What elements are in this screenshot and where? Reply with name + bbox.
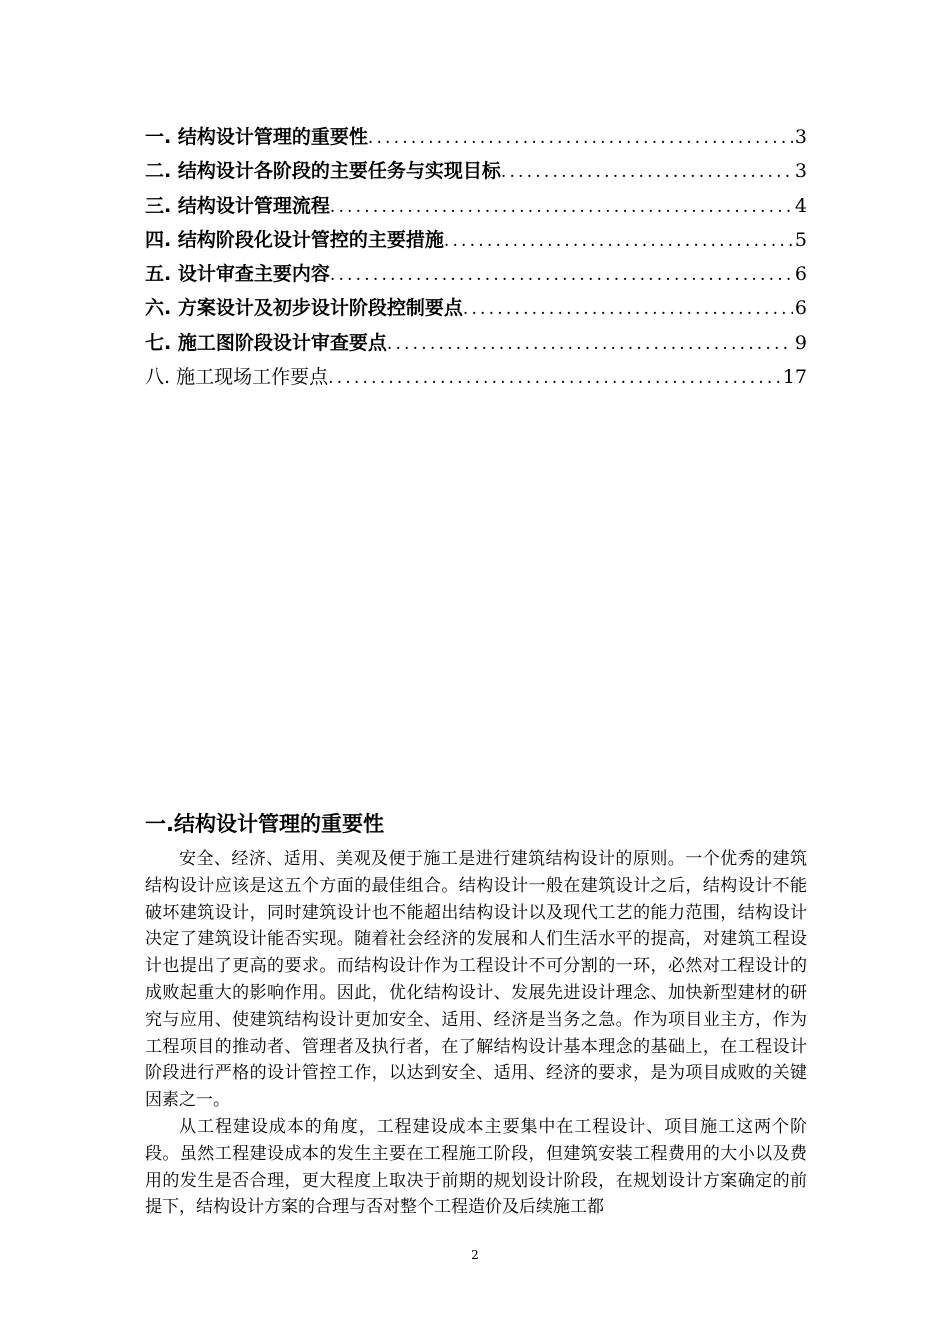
toc-entry-page: 4	[794, 194, 807, 217]
toc-entry-title: 八. 施工现场工作要点	[145, 366, 329, 389]
page-number: 2	[471, 1248, 479, 1262]
toc-entry[interactable]	[145, 122, 807, 156]
toc-entry[interactable]	[145, 225, 807, 259]
body-paragraph: 从工程建设成本的角度，工程建设成本主要集中在工程设计、项目施工这两个阶段。虽然工程建设成本的发生主要在工程施工阶段，但建筑安装工程费用的大小以及费用的发生是否合理，更大程度上取决于前期的规划设计阶段，在规划设计方案确定的前提下，结构设计方案的合理与否对整个工程造价及后续施工都	[145, 1116, 807, 1218]
toc-leader-dots	[330, 197, 793, 217]
toc-entry-page: 9	[794, 331, 807, 354]
toc-entry-page: 6	[794, 297, 807, 320]
toc-entry-page: 17	[782, 366, 807, 389]
toc-entry-page: 3	[794, 126, 807, 148]
section-body	[145, 846, 807, 1221]
toc-entry-title: 六. 方案设计及初步设计阶段控制要点	[145, 297, 463, 320]
table-of-contents	[145, 122, 807, 396]
toc-leader-dots	[368, 128, 793, 148]
toc-entry-title: 三. 结构设计管理流程	[145, 194, 330, 217]
toc-entry-page: 6	[794, 263, 807, 286]
toc-leader-dots	[330, 265, 793, 285]
body-paragraph: 安全、经济、适用、美观及便于施工是进行建筑结构设计的原则。一个优秀的建筑结构设计应该是这五个方面的最佳组合。结构设计一般在建筑设计之后，结构设计不能破坏建筑设计，同时建筑设计也不能超出结构设计以及现代工艺的能力范围，结构设计决定了建筑设计能否实现。随着社会经济的发展和人们生活水平的提高，对建筑工程设计也提出了更高的要求。而结构设计作为工程设计不可分割的一环，必然对工程设计的成败起重大的影响作用。因此，优化结构设计、发展先进设计理念、加快新型建材的研究与应用、使建筑结构设计更加安全、适用、经济是当务之急。作为项目业主方，作为工程项目的推动者、管理者及执行者，在了解结构设计基本理念的基础上，在工程设计阶段进行严格的设计管控工作，以达到安全、适用、经济的要求，是为项目成败的关键因素之一。	[145, 849, 807, 1111]
toc-entry-title: 五. 设计审查主要内容	[145, 263, 330, 286]
toc-entry[interactable]	[145, 293, 807, 327]
toc-entry-page: 5	[794, 228, 807, 251]
toc-leader-dots	[328, 368, 781, 388]
toc-entry[interactable]	[145, 328, 807, 362]
toc-leader-dots	[501, 162, 793, 182]
section-heading: 一.结构设计管理的重要性	[145, 812, 384, 836]
toc-leader-dots	[463, 299, 793, 319]
toc-entry[interactable]	[145, 362, 807, 396]
toc-entry[interactable]	[145, 191, 807, 225]
toc-entry[interactable]	[145, 259, 807, 293]
toc-entry-title: 一. 结构设计管理的重要性	[145, 126, 368, 148]
toc-entry-title: 二. 结构设计各阶段的主要任务与实现目标	[145, 160, 501, 183]
toc-entry-title: 四. 结构阶段化设计管控的主要措施	[145, 228, 444, 251]
toc-entry-title: 七. 施工图阶段设计审查要点	[145, 331, 387, 354]
toc-leader-dots	[387, 334, 793, 354]
toc-entry[interactable]	[145, 156, 807, 190]
toc-leader-dots	[444, 231, 793, 251]
toc-entry-page: 3	[794, 160, 807, 183]
